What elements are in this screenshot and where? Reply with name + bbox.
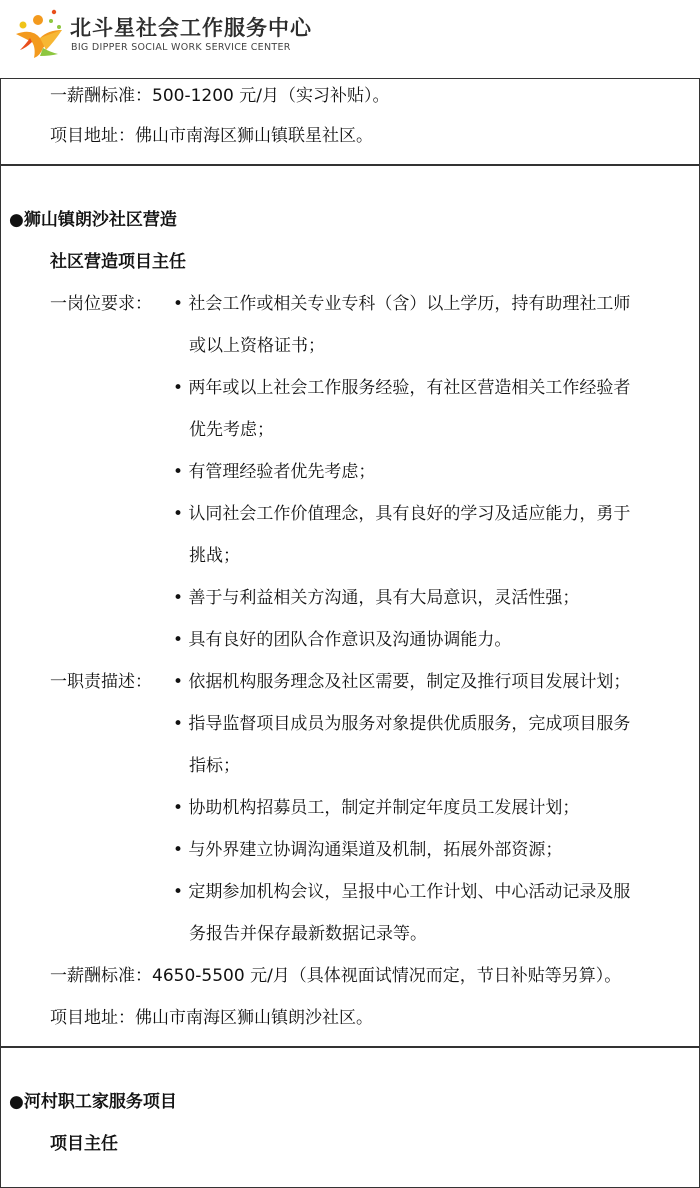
- duties-label: 一职责描述：: [50, 672, 152, 692]
- requirement-item: • 有管理经验者优先考虑；: [173, 462, 376, 482]
- requirement-item: • 认同社会工作价值理念，具有良好的学习及适应能力，勇于: [173, 504, 631, 524]
- duty-item: • 依据机构服务理念及社区需要，制定及推行项目发展计划；: [173, 672, 631, 692]
- requirement-item-cont: 优先考虑；: [189, 420, 274, 440]
- requirement-item: • 具有良好的团队合作意识及沟通协调能力。: [173, 630, 512, 650]
- duty-item-cont: 指标；: [189, 756, 240, 776]
- duty-item: • 协助机构招募员工，制定并制定年度员工发展计划；: [173, 798, 580, 818]
- page-header: [0, 0, 700, 78]
- section-title: ●河村职工家服务项目: [9, 1092, 177, 1112]
- section-lianxing: [0, 78, 700, 166]
- position-title: 项目主任: [50, 1134, 118, 1154]
- brand-name-cn: 北斗星社会工作服务中心: [70, 16, 312, 40]
- duty-item: • 定期参加机构会议，呈报中心工作计划、中心活动记录及服: [173, 882, 631, 902]
- section-langsha: [0, 164, 700, 1048]
- duty-item: • 指导监督项目成员为服务对象提供优质服务，完成项目服务: [173, 714, 631, 734]
- requirement-item: • 社会工作或相关专业专科（含）以上学历，持有助理社工师: [173, 294, 631, 314]
- duty-item-cont: 务报告并保存最新数据记录等。: [189, 924, 427, 944]
- big-dipper-logo-icon: [10, 4, 70, 60]
- section-title: ●狮山镇朗沙社区营造: [9, 210, 177, 230]
- requirement-item: • 两年或以上社会工作服务经验，有社区营造相关工作经验者: [173, 378, 631, 398]
- position-title: 社区营造项目主任: [50, 252, 186, 272]
- salary-line: 一薪酬标准：500-1200 元/月（实习补贴）。: [50, 86, 390, 106]
- requirement-item-cont: 挑战；: [189, 546, 240, 566]
- requirement-item-cont: 或以上资格证书；: [189, 336, 325, 356]
- section-hecun: [0, 1046, 700, 1188]
- requirements-label: 一岗位要求：: [50, 294, 152, 314]
- brand-name-en: BIG DIPPER SOCIAL WORK SERVICE CENTER: [71, 42, 291, 53]
- address-line: 项目地址：佛山市南海区狮山镇朗沙社区。: [50, 1008, 373, 1028]
- duty-item: • 与外界建立协调沟通渠道及机制，拓展外部资源；: [173, 840, 563, 860]
- address-line: 项目地址：佛山市南海区狮山镇联星社区。: [50, 126, 373, 146]
- salary-line: 一薪酬标准：4650-5500 元/月（具体视面试情况而定，节日补贴等另算）。: [50, 966, 622, 986]
- requirement-item: • 善于与利益相关方沟通，具有大局意识，灵活性强；: [173, 588, 580, 608]
